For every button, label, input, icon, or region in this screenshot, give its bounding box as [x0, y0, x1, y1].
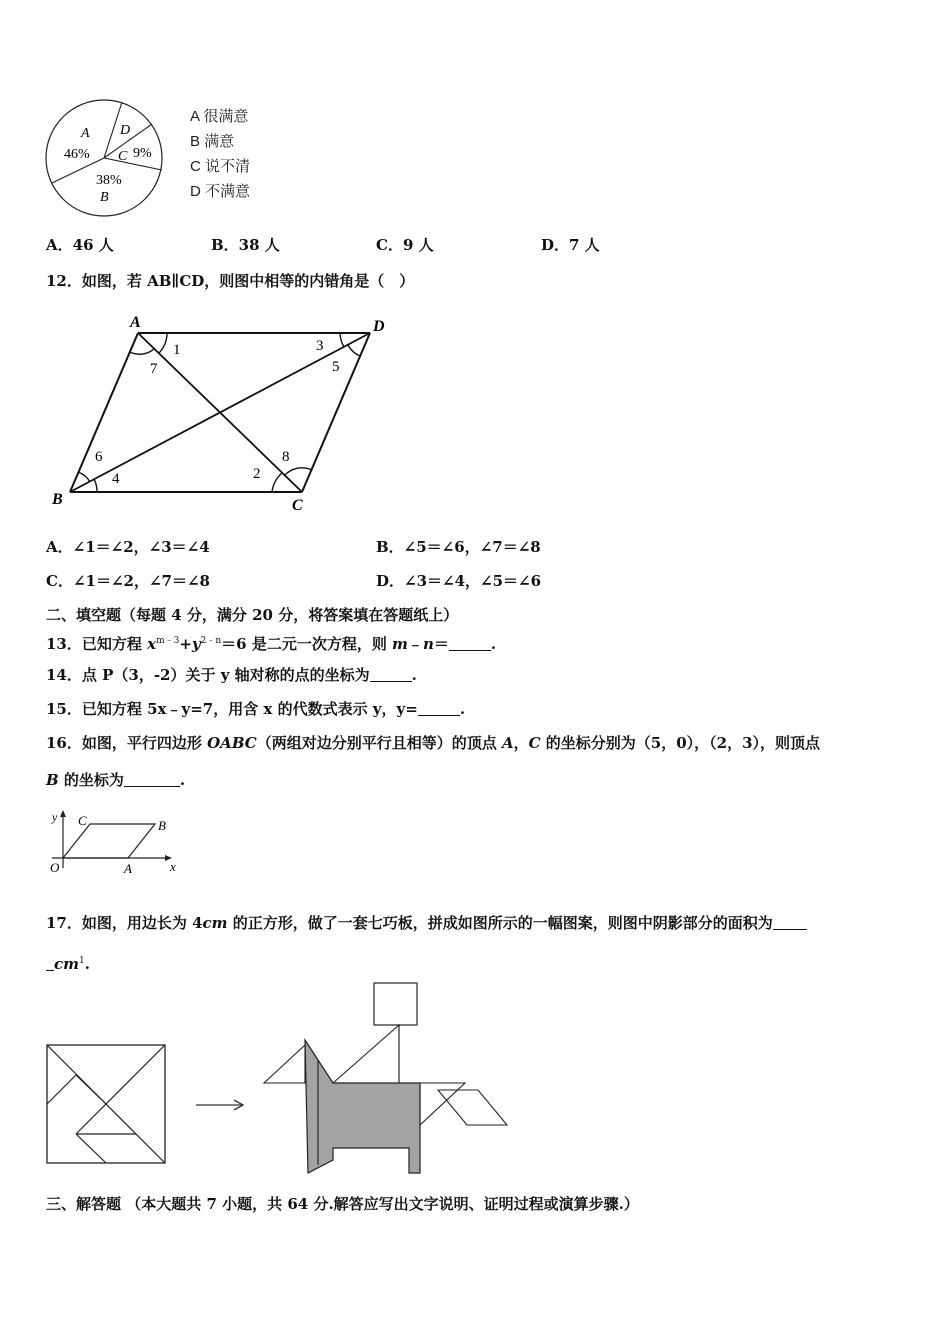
q11-option-b: B．38 人: [211, 236, 280, 254]
q16-label-y: y: [52, 810, 58, 824]
tangram-cut-3: [47, 1075, 76, 1104]
tangram-cut-6: [76, 1134, 106, 1163]
q16-b: B: [46, 771, 59, 789]
q16-line1-b: （两组对边分别平行且相等）的顶点: [256, 734, 502, 752]
point-a: A: [130, 314, 141, 331]
q16-line2-text: 的坐标为: [58, 771, 124, 789]
q16-line1-a: 16．如图，平行四边形: [46, 734, 208, 752]
point-d: D: [373, 318, 385, 335]
angle-4: 4: [112, 471, 120, 487]
q16-line1-c: 的坐标分别为（5，0），（2，3），则顶点: [540, 734, 821, 752]
q16-a: A: [501, 734, 514, 752]
q11-option-c: C．9 人: [376, 236, 434, 254]
section-2-title: 二、填空题（每题 4 分，满分 20 分，将答案填在答题纸上）: [46, 606, 459, 624]
angle-8: 8: [282, 449, 290, 465]
q11-option-d: D．7 人: [541, 236, 600, 254]
angle-1: 1: [173, 342, 181, 358]
q16-end: .: [179, 771, 186, 789]
point-c: C: [292, 497, 303, 514]
q15-text: 15．已知方程 5x﹣y=7，用含 x 的代数式表示 y，y=: [46, 700, 418, 718]
q16-label-o: O: [50, 860, 60, 875]
pie-label-d: D: [120, 123, 131, 138]
pie-pct-b: 38%: [96, 173, 122, 188]
q16-label-c: C: [78, 813, 87, 828]
q13-mid: ＝6 是二元一次方程，则: [221, 635, 393, 653]
q15-end: .: [459, 700, 466, 718]
q12-option-c: C．∠1＝∠2，∠7＝∠8: [46, 572, 210, 590]
legend-item-d: D 不满意: [190, 183, 251, 200]
tangram-cut-2: [76, 1045, 165, 1134]
legend-item-b: B 满意: [190, 133, 235, 150]
q13-x: x: [147, 635, 157, 653]
tangram-cut-4: [76, 1075, 106, 1104]
q16-label-a: A: [124, 861, 132, 876]
q11-option-a: A．46 人: [46, 236, 114, 254]
angle-5: 5: [332, 359, 340, 375]
q13-n: n: [422, 635, 434, 653]
horse-neck-triangle: [333, 1025, 399, 1083]
q17-cm-unit: cm: [54, 955, 80, 973]
legend-item-a: A 很满意: [190, 108, 249, 125]
q13-exp1: m﹣3: [156, 636, 180, 646]
angle-3: 3: [316, 338, 324, 354]
legend-item-c: C 说不清: [190, 158, 251, 175]
pie-label-c: C: [118, 149, 128, 164]
point-b: B: [52, 491, 63, 508]
angle-6: 6: [95, 449, 103, 465]
angle-2: 2: [253, 466, 261, 482]
q14-end: .: [411, 666, 417, 684]
q16-c: C: [528, 734, 541, 752]
pie-pct-a: 46%: [64, 147, 90, 162]
q13-eq: ＝: [433, 635, 449, 653]
section-3: [46, 1195, 639, 1213]
horse-hind-triangle: [420, 1083, 465, 1125]
q13-exp2: 2﹣n: [200, 636, 222, 646]
q14-text: 14．点 P（3，-2）关于 y 轴对称的点的坐标为: [46, 666, 370, 684]
q13-y: y: [191, 635, 201, 653]
q12-option-b: B．∠5＝∠6，∠7＝∠8: [376, 538, 541, 556]
angle-7: 7: [150, 361, 158, 377]
q17-line1-a: 17．如图，用边长为 4: [46, 914, 203, 932]
q13-m: m: [392, 635, 408, 653]
q17-line1-b: 的正方形，做了一套七巧板，拼成如图所示的一幅图案，则图中阴影部分的面积为: [227, 914, 773, 932]
q13-minus: ﹣: [407, 635, 423, 653]
q12-stem: 12．如图，若 AB∥CD，则图中相等的内错角是（ ）: [46, 272, 415, 290]
horse-head-square: [374, 983, 417, 1025]
q12-option-d: D．∠3＝∠4，∠5＝∠6: [376, 572, 542, 590]
q16-oabc: OABC: [207, 734, 257, 752]
q13-end: .: [490, 635, 497, 653]
q17-cm: cm: [202, 914, 228, 932]
q12-option-a: A．∠1＝∠2，∠3＝∠4: [46, 538, 210, 556]
q13-prefix: 13．已知方程: [46, 635, 148, 653]
q16-comma: ，: [513, 734, 529, 752]
q17-sup: 1: [79, 956, 85, 966]
horse-ear-triangle: [264, 1045, 305, 1083]
pie-label-a: A: [81, 126, 90, 141]
q16-label-x: x: [170, 859, 176, 874]
section-3-title: 三、解答题: [46, 1195, 122, 1213]
section-3-note: （本大题共 7 小题，共 64 分.解答应写出文字说明、证明过程或演算步骤.）: [126, 1195, 639, 1213]
q16-label-b: B: [158, 818, 166, 833]
q17-end: .: [84, 955, 90, 973]
q13-plus: +: [179, 635, 192, 653]
horse-tail-parallelogram: [438, 1090, 507, 1125]
pie-label-b: B: [100, 190, 109, 205]
pie-pct-c: 9%: [133, 146, 152, 161]
horse-shaded-body: [305, 1040, 420, 1173]
